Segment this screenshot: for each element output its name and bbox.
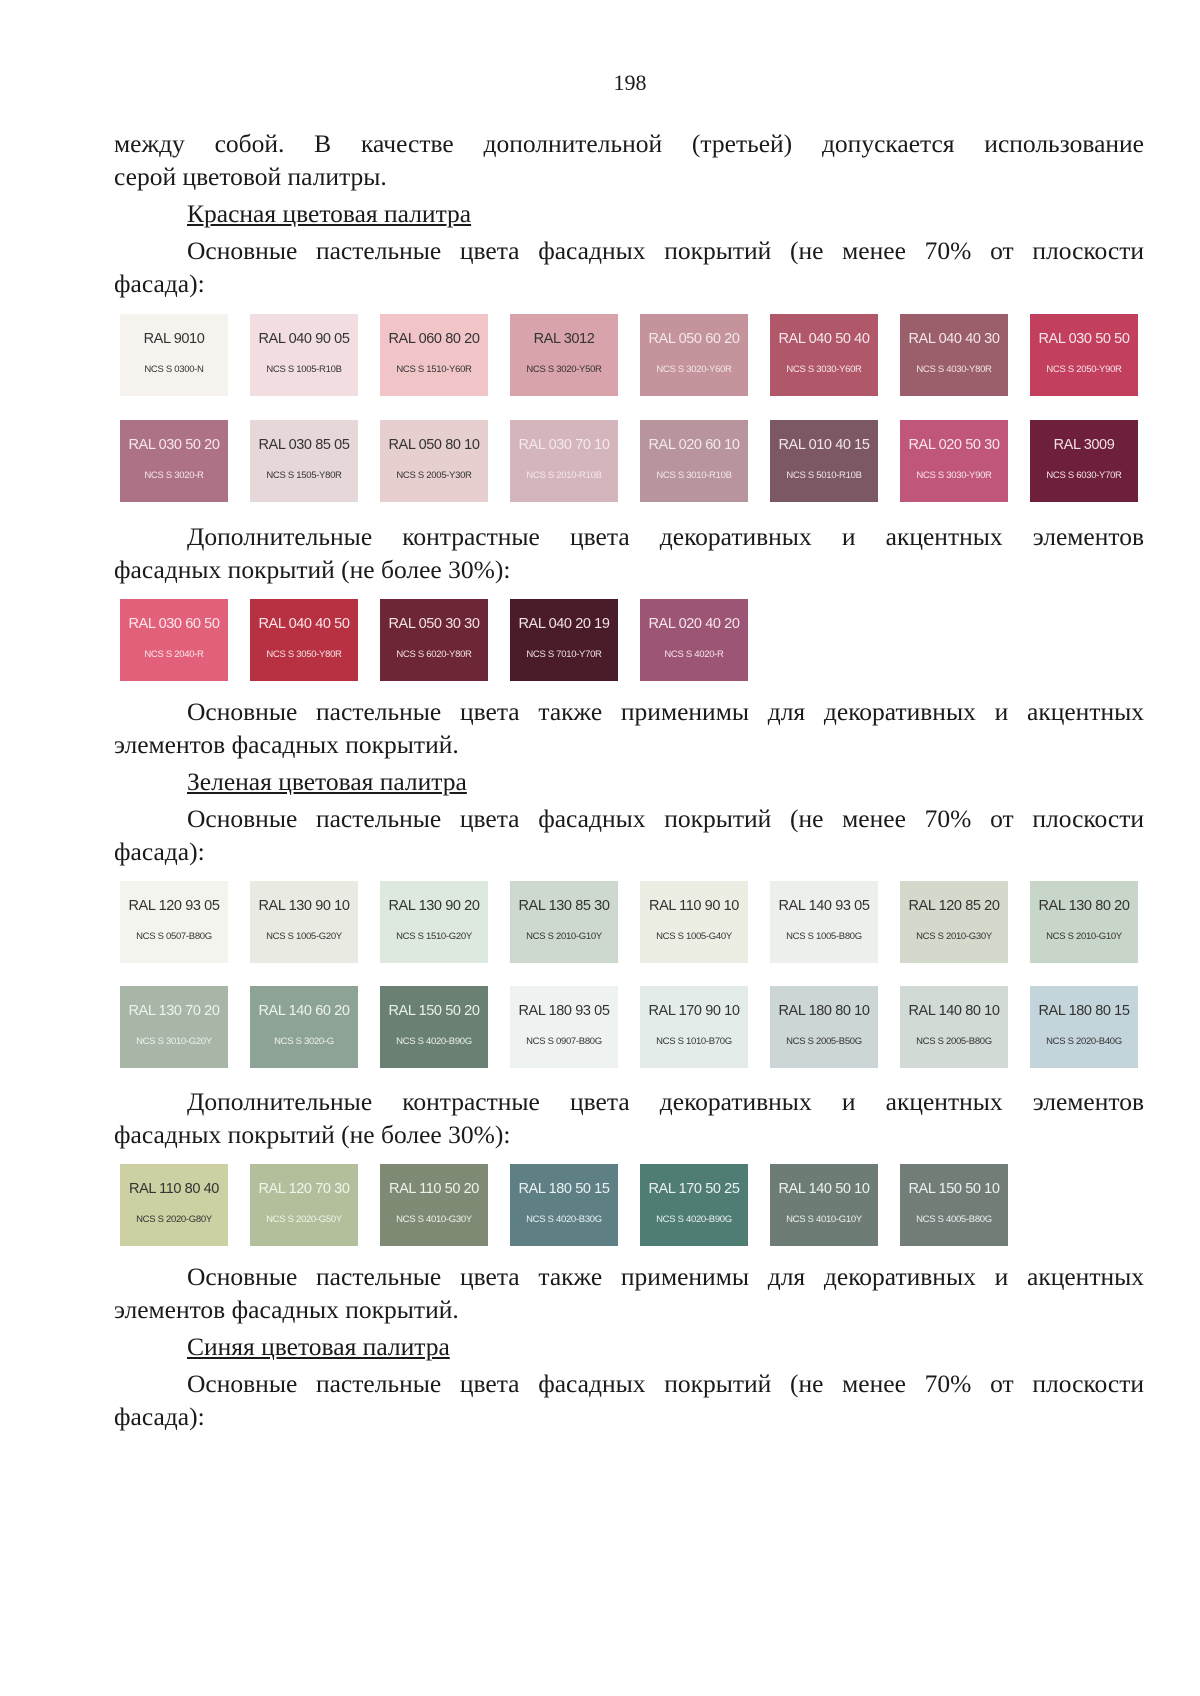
- green-contrast-swatches: [120, 1164, 1008, 1246]
- color-swatch: [250, 420, 358, 502]
- color-swatch: [120, 314, 228, 396]
- green-note-text-2: элементов фасадных покрытий.: [114, 1295, 459, 1324]
- color-swatch: [900, 420, 1008, 502]
- red-main-swatches-row-1: [120, 314, 1138, 396]
- green-note-text-1: Основные пастельные цвета также применимы для декоративных и акцентных: [187, 1262, 1144, 1291]
- color-swatch: [120, 420, 228, 502]
- ral-code: RAL 150 50 20: [388, 1003, 480, 1019]
- page-number: 198: [613, 70, 647, 95]
- ncs-code: NCS S 2005-B80G: [916, 1036, 992, 1047]
- ral-code: RAL 060 80 20: [388, 331, 480, 347]
- ral-code: RAL 120 85 20: [908, 898, 1000, 914]
- ncs-code: NCS S 3020-Y50R: [526, 364, 602, 375]
- color-swatch: [640, 881, 748, 963]
- green-contrast-text-1: Дополнительные контрастные цвета декоративных и акцентных элементов: [187, 1087, 1144, 1116]
- color-swatch: [250, 986, 358, 1068]
- ncs-code: NCS S 2010-G10Y: [1046, 931, 1122, 942]
- color-swatch: [380, 881, 488, 963]
- ncs-code: NCS S 0907-B80G: [526, 1036, 602, 1047]
- ncs-code: NCS S 3050-Y80R: [266, 649, 342, 660]
- ncs-code: NCS S 4030-Y80R: [916, 364, 992, 375]
- color-swatch: [120, 986, 228, 1068]
- color-swatch: [640, 599, 748, 681]
- color-swatch: [120, 599, 228, 681]
- ncs-code: NCS S 1510-G20Y: [396, 931, 472, 942]
- ncs-code: NCS S 3030-Y60R: [786, 364, 862, 375]
- ral-code: RAL 140 80 10: [908, 1003, 1000, 1019]
- ncs-code: NCS S 2040-R: [144, 649, 204, 660]
- ncs-code: NCS S 1005-G40Y: [656, 931, 732, 942]
- red-contrast-text-1: Дополнительные контрастные цвета декоративных и акцентных элементов: [187, 522, 1144, 551]
- color-swatch: [380, 1164, 488, 1246]
- color-swatch: [250, 599, 358, 681]
- green-main-swatches-row-2: [120, 986, 1138, 1068]
- ral-code: RAL 050 60 20: [648, 331, 740, 347]
- ral-code: RAL 020 40 20: [648, 616, 740, 632]
- color-swatch: [510, 1164, 618, 1246]
- ncs-code: NCS S 2050-Y90R: [1046, 364, 1122, 375]
- ral-code: RAL 140 60 20: [258, 1003, 350, 1019]
- ncs-code: NCS S 3010-G20Y: [136, 1036, 212, 1047]
- color-swatch: [120, 881, 228, 963]
- ncs-code: NCS S 1005-G20Y: [266, 931, 342, 942]
- ncs-code: NCS S 1010-B70G: [656, 1036, 732, 1047]
- ral-code: RAL 180 93 05: [518, 1003, 610, 1019]
- red-main-text-2: фасада):: [114, 269, 205, 298]
- ral-code: RAL 110 90 10: [649, 898, 739, 914]
- ral-code: RAL 150 50 10: [908, 1181, 1000, 1197]
- red-note-text-2: элементов фасадных покрытий.: [114, 730, 459, 759]
- color-swatch: [900, 986, 1008, 1068]
- ral-code: RAL 110 50 20: [389, 1181, 479, 1197]
- color-swatch: [250, 1164, 358, 1246]
- intro-line-1: между собой. В качестве дополнительной (третьей) допускается использование: [114, 129, 1144, 158]
- ncs-code: NCS S 4010-G10Y: [786, 1214, 862, 1225]
- ral-code: RAL 180 50 15: [518, 1181, 610, 1197]
- color-swatch: [510, 420, 618, 502]
- ncs-code: NCS S 4005-B80G: [916, 1214, 992, 1225]
- ncs-code: NCS S 1510-Y60R: [396, 364, 472, 375]
- color-swatch: [900, 881, 1008, 963]
- ral-code: RAL 020 50 30: [908, 437, 1000, 453]
- color-swatch: [770, 420, 878, 502]
- color-swatch: [900, 1164, 1008, 1246]
- ral-code: RAL 040 40 30: [908, 331, 1000, 347]
- ncs-code: NCS S 4020-B90G: [396, 1036, 472, 1047]
- ral-code: RAL 030 70 10: [518, 437, 610, 453]
- ral-code: RAL 030 85 05: [258, 437, 350, 453]
- ncs-code: NCS S 3010-R10B: [656, 470, 732, 481]
- green-main-text-2: фасада):: [114, 837, 205, 866]
- ncs-code: NCS S 3020-Y60R: [656, 364, 732, 375]
- color-swatch: [1030, 314, 1138, 396]
- color-swatch: [770, 1164, 878, 1246]
- red-main-swatches-row-2: [120, 420, 1138, 502]
- ral-code: RAL 020 60 10: [648, 437, 740, 453]
- ncs-code: NCS S 0300-N: [144, 364, 204, 375]
- ral-code: RAL 130 70 20: [128, 1003, 220, 1019]
- ncs-code: NCS S 4010-G30Y: [396, 1214, 472, 1225]
- ral-code: RAL 030 60 50: [128, 616, 220, 632]
- ncs-code: NCS S 6030-Y70R: [1046, 470, 1122, 481]
- blue-main-text-2: фасада):: [114, 1402, 205, 1431]
- ncs-code: NCS S 2010-G10Y: [526, 931, 602, 942]
- color-swatch: [770, 881, 878, 963]
- ral-code: RAL 140 50 10: [778, 1181, 870, 1197]
- ncs-code: NCS S 5010-R10B: [786, 470, 862, 481]
- ral-code: RAL 040 50 40: [778, 331, 870, 347]
- ncs-code: NCS S 4020-B30G: [526, 1214, 602, 1225]
- ral-code: RAL 040 20 19: [518, 616, 610, 632]
- blue-palette-heading: Синяя цветовая палитра: [187, 1332, 450, 1361]
- color-swatch: [250, 314, 358, 396]
- ral-code: RAL 010 40 15: [778, 437, 870, 453]
- ncs-code: NCS S 1005-R10B: [266, 364, 342, 375]
- ncs-code: NCS S 4020-R: [664, 649, 724, 660]
- ncs-code: NCS S 0507-B80G: [136, 931, 212, 942]
- ncs-code: NCS S 3030-Y90R: [916, 470, 992, 481]
- ncs-code: NCS S 6020-Y80R: [396, 649, 472, 660]
- color-swatch: [380, 314, 488, 396]
- ral-code: RAL 3009: [1053, 437, 1115, 453]
- color-swatch: [770, 314, 878, 396]
- color-swatch: [1030, 881, 1138, 963]
- color-swatch: [770, 986, 878, 1068]
- ral-code: RAL 030 50 20: [128, 437, 220, 453]
- color-swatch: [510, 599, 618, 681]
- ncs-code: NCS S 2005-Y30R: [396, 470, 472, 481]
- color-swatch: [1030, 420, 1138, 502]
- color-swatch: [640, 986, 748, 1068]
- ral-code: RAL 040 90 05: [258, 331, 350, 347]
- green-main-text-1: Основные пастельные цвета фасадных покрытий (не менее 70% от плоскости: [187, 804, 1144, 833]
- color-swatch: [640, 1164, 748, 1246]
- ral-code: RAL 120 70 30: [258, 1181, 350, 1197]
- ncs-code: NCS S 2010-R10B: [526, 470, 602, 481]
- color-swatch: [1030, 986, 1138, 1068]
- ral-code: RAL 110 80 40: [129, 1181, 219, 1197]
- ral-code: RAL 130 90 10: [258, 898, 350, 914]
- green-palette-heading: Зеленая цветовая палитра: [187, 767, 467, 796]
- green-main-swatches-row-1: [120, 881, 1138, 963]
- ncs-code: NCS S 4020-B90G: [656, 1214, 732, 1225]
- color-swatch: [900, 314, 1008, 396]
- ral-code: RAL 030 50 50: [1038, 331, 1130, 347]
- red-main-text-1: Основные пастельные цвета фасадных покрытий (не менее 70% от плоскости: [187, 236, 1144, 265]
- color-swatch: [380, 420, 488, 502]
- ral-code: RAL 140 93 05: [778, 898, 870, 914]
- color-swatch: [380, 986, 488, 1068]
- ral-code: RAL 3012: [533, 331, 595, 347]
- green-contrast-text-2: фасадных покрытий (не более 30%):: [114, 1120, 511, 1149]
- ncs-code: NCS S 7010-Y70R: [526, 649, 602, 660]
- ral-code: RAL 050 30 30: [388, 616, 480, 632]
- red-contrast-swatches: [120, 599, 748, 681]
- ncs-code: NCS S 3020-R: [144, 470, 204, 481]
- ral-code: RAL 170 90 10: [648, 1003, 740, 1019]
- ral-code: RAL 120 93 05: [128, 898, 220, 914]
- red-note-text-1: Основные пастельные цвета также применимы для декоративных и акцентных: [187, 697, 1144, 726]
- ncs-code: NCS S 2005-B50G: [786, 1036, 862, 1047]
- ral-code: RAL 040 40 50: [258, 616, 350, 632]
- ncs-code: NCS S 2020-G80Y: [136, 1214, 212, 1225]
- color-swatch: [510, 881, 618, 963]
- intro-line-2: серой цветовой палитры.: [114, 162, 387, 191]
- red-contrast-text-2: фасадных покрытий (не более 30%):: [114, 555, 511, 584]
- color-swatch: [250, 881, 358, 963]
- ncs-code: NCS S 3020-G: [274, 1036, 334, 1047]
- color-swatch: [510, 986, 618, 1068]
- ncs-code: NCS S 1005-B80G: [786, 931, 862, 942]
- ral-code: RAL 050 80 10: [388, 437, 480, 453]
- ncs-code: NCS S 1505-Y80R: [266, 470, 342, 481]
- blue-main-text-1: Основные пастельные цвета фасадных покрытий (не менее 70% от плоскости: [187, 1369, 1144, 1398]
- ral-code: RAL 180 80 10: [778, 1003, 870, 1019]
- ncs-code: NCS S 2020-B40G: [1046, 1036, 1122, 1047]
- color-swatch: [380, 599, 488, 681]
- ral-code: RAL 180 80 15: [1038, 1003, 1130, 1019]
- ral-code: RAL 130 90 20: [388, 898, 480, 914]
- ral-code: RAL 170 50 25: [648, 1181, 740, 1197]
- ral-code: RAL 9010: [143, 331, 205, 347]
- ncs-code: NCS S 2020-G50Y: [266, 1214, 342, 1225]
- color-swatch: [510, 314, 618, 396]
- red-palette-heading: Красная цветовая палитра: [187, 199, 472, 228]
- ncs-code: NCS S 2010-G30Y: [916, 931, 992, 942]
- color-swatch: [640, 420, 748, 502]
- color-swatch: [640, 314, 748, 396]
- color-swatch: [120, 1164, 228, 1246]
- ral-code: RAL 130 85 30: [518, 898, 610, 914]
- ral-code: RAL 130 80 20: [1038, 898, 1130, 914]
